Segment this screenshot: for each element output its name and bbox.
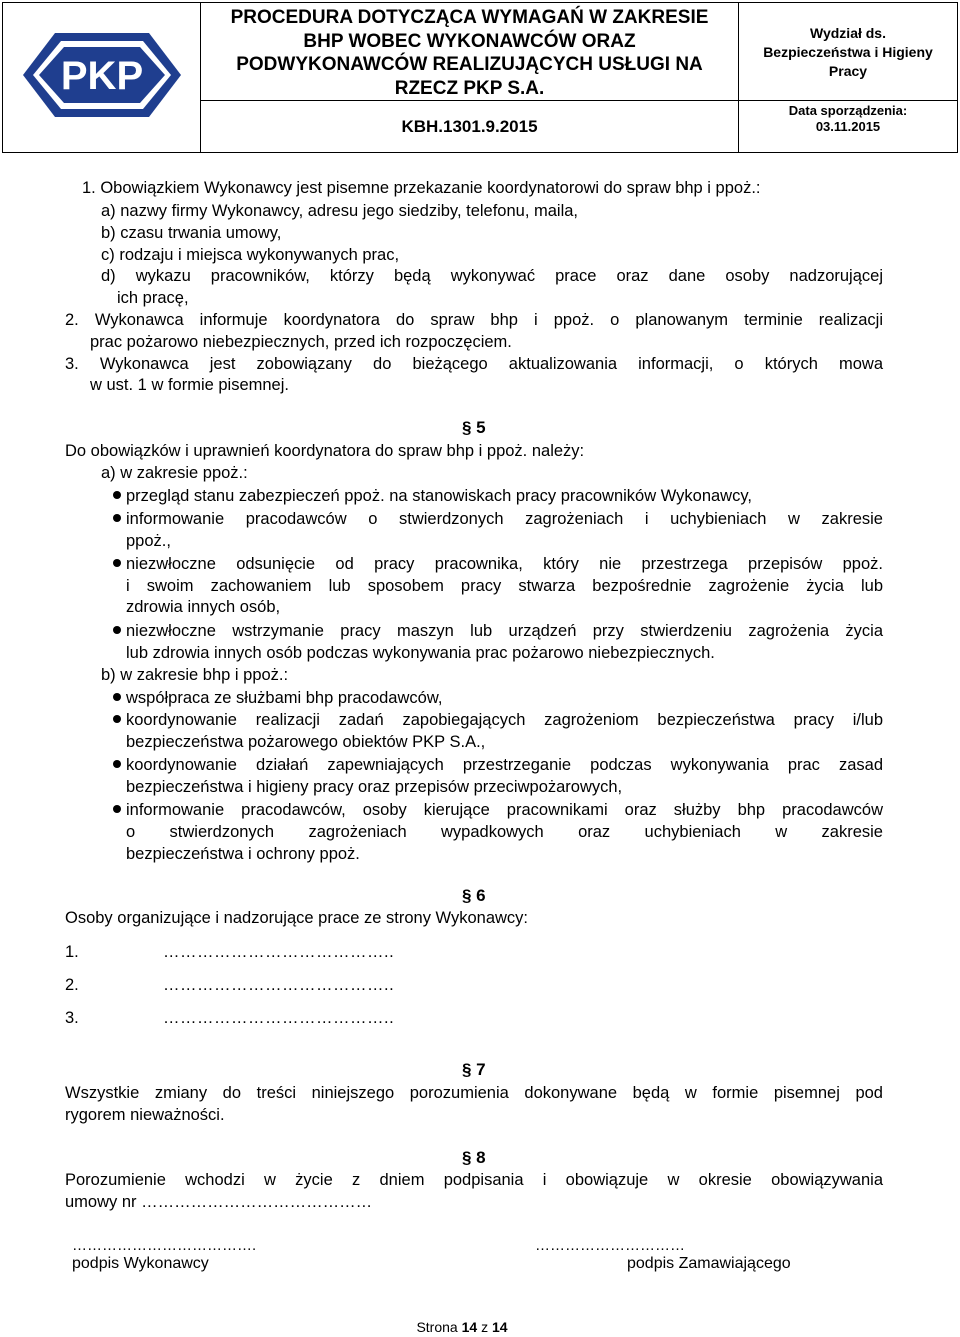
department-line: Bezpieczeństwa i Higieny bbox=[763, 44, 933, 60]
section-5-b2-line1: koordynowanie realizacji zadań zapobiegających zagrożeniom bezpieczeństwa pracy i/lub bbox=[126, 711, 883, 729]
title-line: RZECZ PKP S.A. bbox=[394, 77, 545, 99]
person-name-blank: ………………………………….. bbox=[163, 1009, 395, 1027]
department-line: Pracy bbox=[828, 63, 868, 79]
section-5-a3-line3: zdrowia innych osób, bbox=[126, 598, 281, 616]
page-prefix: Strona bbox=[416, 1319, 458, 1335]
para1-item-d-line2: ich pracę, bbox=[117, 289, 189, 307]
contractor-signature-label: podpis Wykonawcy bbox=[72, 1255, 209, 1272]
section-5-b4-line1: informowanie pracodawców, osoby kierujące pracownikami oraz służby bhp pracodawców bbox=[126, 801, 883, 819]
bullet-icon bbox=[113, 760, 121, 768]
title-line: PROCEDURA DOTYCZĄCA WYMAGAŃ W ZAKRESIE bbox=[230, 7, 709, 28]
section-6-heading: § 6 bbox=[462, 886, 486, 905]
contractor-signature-line: ………………………………. bbox=[72, 1237, 257, 1254]
department-cell bbox=[739, 3, 957, 101]
section-6-intro: Osoby organizujące i nadzorujące prace ze strony Wykonawcy: bbox=[65, 909, 528, 927]
para3-line2: w ust. 1 w formie pisemnej. bbox=[90, 376, 289, 394]
section-5-b-label: b) w zakresie bhp i ppoż.: bbox=[101, 666, 289, 684]
section-8-heading: § 8 bbox=[462, 1148, 486, 1167]
page-total: 14 bbox=[491, 1319, 508, 1335]
bullet-icon bbox=[113, 626, 121, 634]
section-5-a2-line2: ppoż., bbox=[126, 532, 171, 550]
document-header bbox=[2, 2, 958, 153]
bullet-icon bbox=[113, 693, 121, 701]
section-5-a4-line1: niezwłoczne wstrzymanie pracy maszyn lub urządzeń przy stwierdzeniu zagrożenia życia bbox=[126, 622, 883, 640]
para1-title: 1. Obowiązkiem Wykonawcy jest pisemne przekazanie koordynatorowi do spraw bhp i ppoż.: bbox=[82, 179, 761, 197]
section-5-a4-line2: lub zdrowia innych osób podczas wykonywania prac pożarowo niebezpiecznych. bbox=[126, 644, 715, 662]
para2-line1: 2. Wykonawca informuje koordynatora do spraw bhp i ppoż. o planowanym terminie realizacji bbox=[65, 311, 883, 329]
section-7-line1: Wszystkie zmiany do treści niniejszego porozumienia dokonywane będą w formie pisemnej pod bbox=[65, 1084, 883, 1102]
section-5-b4-line2: o stwierdzonych zagrożeniach wypadkowych oraz uchybieniach w zakresie bbox=[126, 823, 883, 841]
section-5-heading: § 5 bbox=[462, 418, 486, 437]
para2-line2: prac pożarowo niebezpiecznych, przed ich rozpoczęciem. bbox=[90, 333, 512, 351]
procedure-title bbox=[201, 6, 738, 100]
section-5-b1: współpraca ze służbami bhp pracodawców, bbox=[126, 689, 443, 707]
department-line: Wydział ds. bbox=[810, 25, 886, 41]
date-cell bbox=[739, 101, 957, 152]
bullet-icon bbox=[113, 805, 121, 813]
procedure-code: KBH.1301.9.2015 bbox=[401, 117, 538, 136]
para3-line1: 3. Wykonawca jest zobowiązany do bieżącego aktualizowania informacji, o których mowa bbox=[65, 355, 883, 373]
section-5-a1: przegląd stanu zabezpieczeń ppoż. na stanowiskach pracy pracowników Wykonawcy, bbox=[126, 487, 752, 505]
section-5-b3-line2: bezpieczeństwa i higieny pracy oraz przepisów przeciwpożarowych, bbox=[126, 778, 623, 796]
person-number: 2. bbox=[65, 976, 79, 994]
logo-text: PKP bbox=[60, 54, 144, 98]
section-8-line1: Porozumienie wchodzi w życie z dniem podpisania i obowiązuje w okresie obowiązywania bbox=[65, 1171, 883, 1189]
section-5-b2-line2: bezpieczeństwa pożarowego obiektów PKP S.A., bbox=[126, 733, 486, 751]
section-8-line2: umowy nr …………………………………… bbox=[65, 1193, 373, 1211]
client-signature-label: podpis Zamawiającego bbox=[627, 1255, 791, 1272]
procedure-code-cell bbox=[201, 101, 739, 152]
person-name-blank: ………………………………….. bbox=[163, 943, 395, 961]
bullet-icon bbox=[113, 715, 121, 723]
client-signature-line: ………………………… bbox=[535, 1237, 685, 1254]
department-name bbox=[739, 24, 957, 81]
section-7-heading: § 7 bbox=[462, 1060, 486, 1079]
para1-item-a: a) nazwy firmy Wykonawcy, adresu jego siedziby, telefonu, maila, bbox=[101, 202, 579, 220]
pkp-logo bbox=[3, 3, 201, 152]
section-5-b3-line1: koordynowanie działań zapewniających przestrzeganie podczas wykonywania prac zasad bbox=[126, 756, 883, 774]
person-name-blank: ………………………………….. bbox=[163, 976, 395, 994]
title-line: PODWYKONAWCÓW REALIZUJĄCYCH USŁUGI NA bbox=[236, 54, 703, 75]
person-number: 3. bbox=[65, 1009, 79, 1027]
title-line: BHP WOBEC WYKONAWCÓW ORAZ bbox=[303, 30, 636, 52]
para1-item-c: c) rodzaju i miejsca wykonywanych prac, bbox=[101, 246, 400, 264]
section-5-a3-line2: i swoim zachowaniem lub sposobem pracy stwarza bezpośrednie zagrożenie życia lub bbox=[126, 577, 883, 595]
section-5-intro: Do obowiązków i uprawnień koordynatora do spraw bhp i ppoż. należy: bbox=[65, 442, 585, 460]
page-separator: z bbox=[481, 1319, 489, 1335]
section-5-a-label: a) w zakresie ppoż.: bbox=[101, 464, 248, 482]
para1-item-b: b) czasu trwania umowy, bbox=[101, 224, 282, 242]
date-label: Data sporządzenia: bbox=[788, 103, 908, 118]
date-value: 03.11.2015 bbox=[815, 119, 881, 134]
para1-item-d-line1: d) wykazu pracowników, którzy będą wykonywać prace oraz dane osoby nadzorującej bbox=[101, 267, 883, 285]
section-7-line2: rygorem nieważności. bbox=[65, 1106, 225, 1124]
page-footer bbox=[0, 1319, 924, 1335]
person-number: 1. bbox=[65, 943, 79, 961]
procedure-title-cell bbox=[201, 3, 739, 101]
bullet-icon bbox=[113, 491, 121, 499]
bullet-icon bbox=[113, 514, 121, 522]
page-number: 14 bbox=[461, 1319, 478, 1335]
section-5-a2-line1: informowanie pracodawców o stwierdzonych zagrożeniach i uchybieniach w zakresie bbox=[126, 510, 883, 528]
bullet-icon bbox=[113, 559, 121, 567]
pkp-logo-icon bbox=[3, 3, 200, 152]
section-5-b4-line3: bezpieczeństwa i ochrony ppoż. bbox=[126, 845, 360, 863]
section-5-a3-line1: niezwłoczne odsunięcie od pracy pracownika, który nie przestrzega przepisów ppoż. bbox=[126, 555, 883, 573]
